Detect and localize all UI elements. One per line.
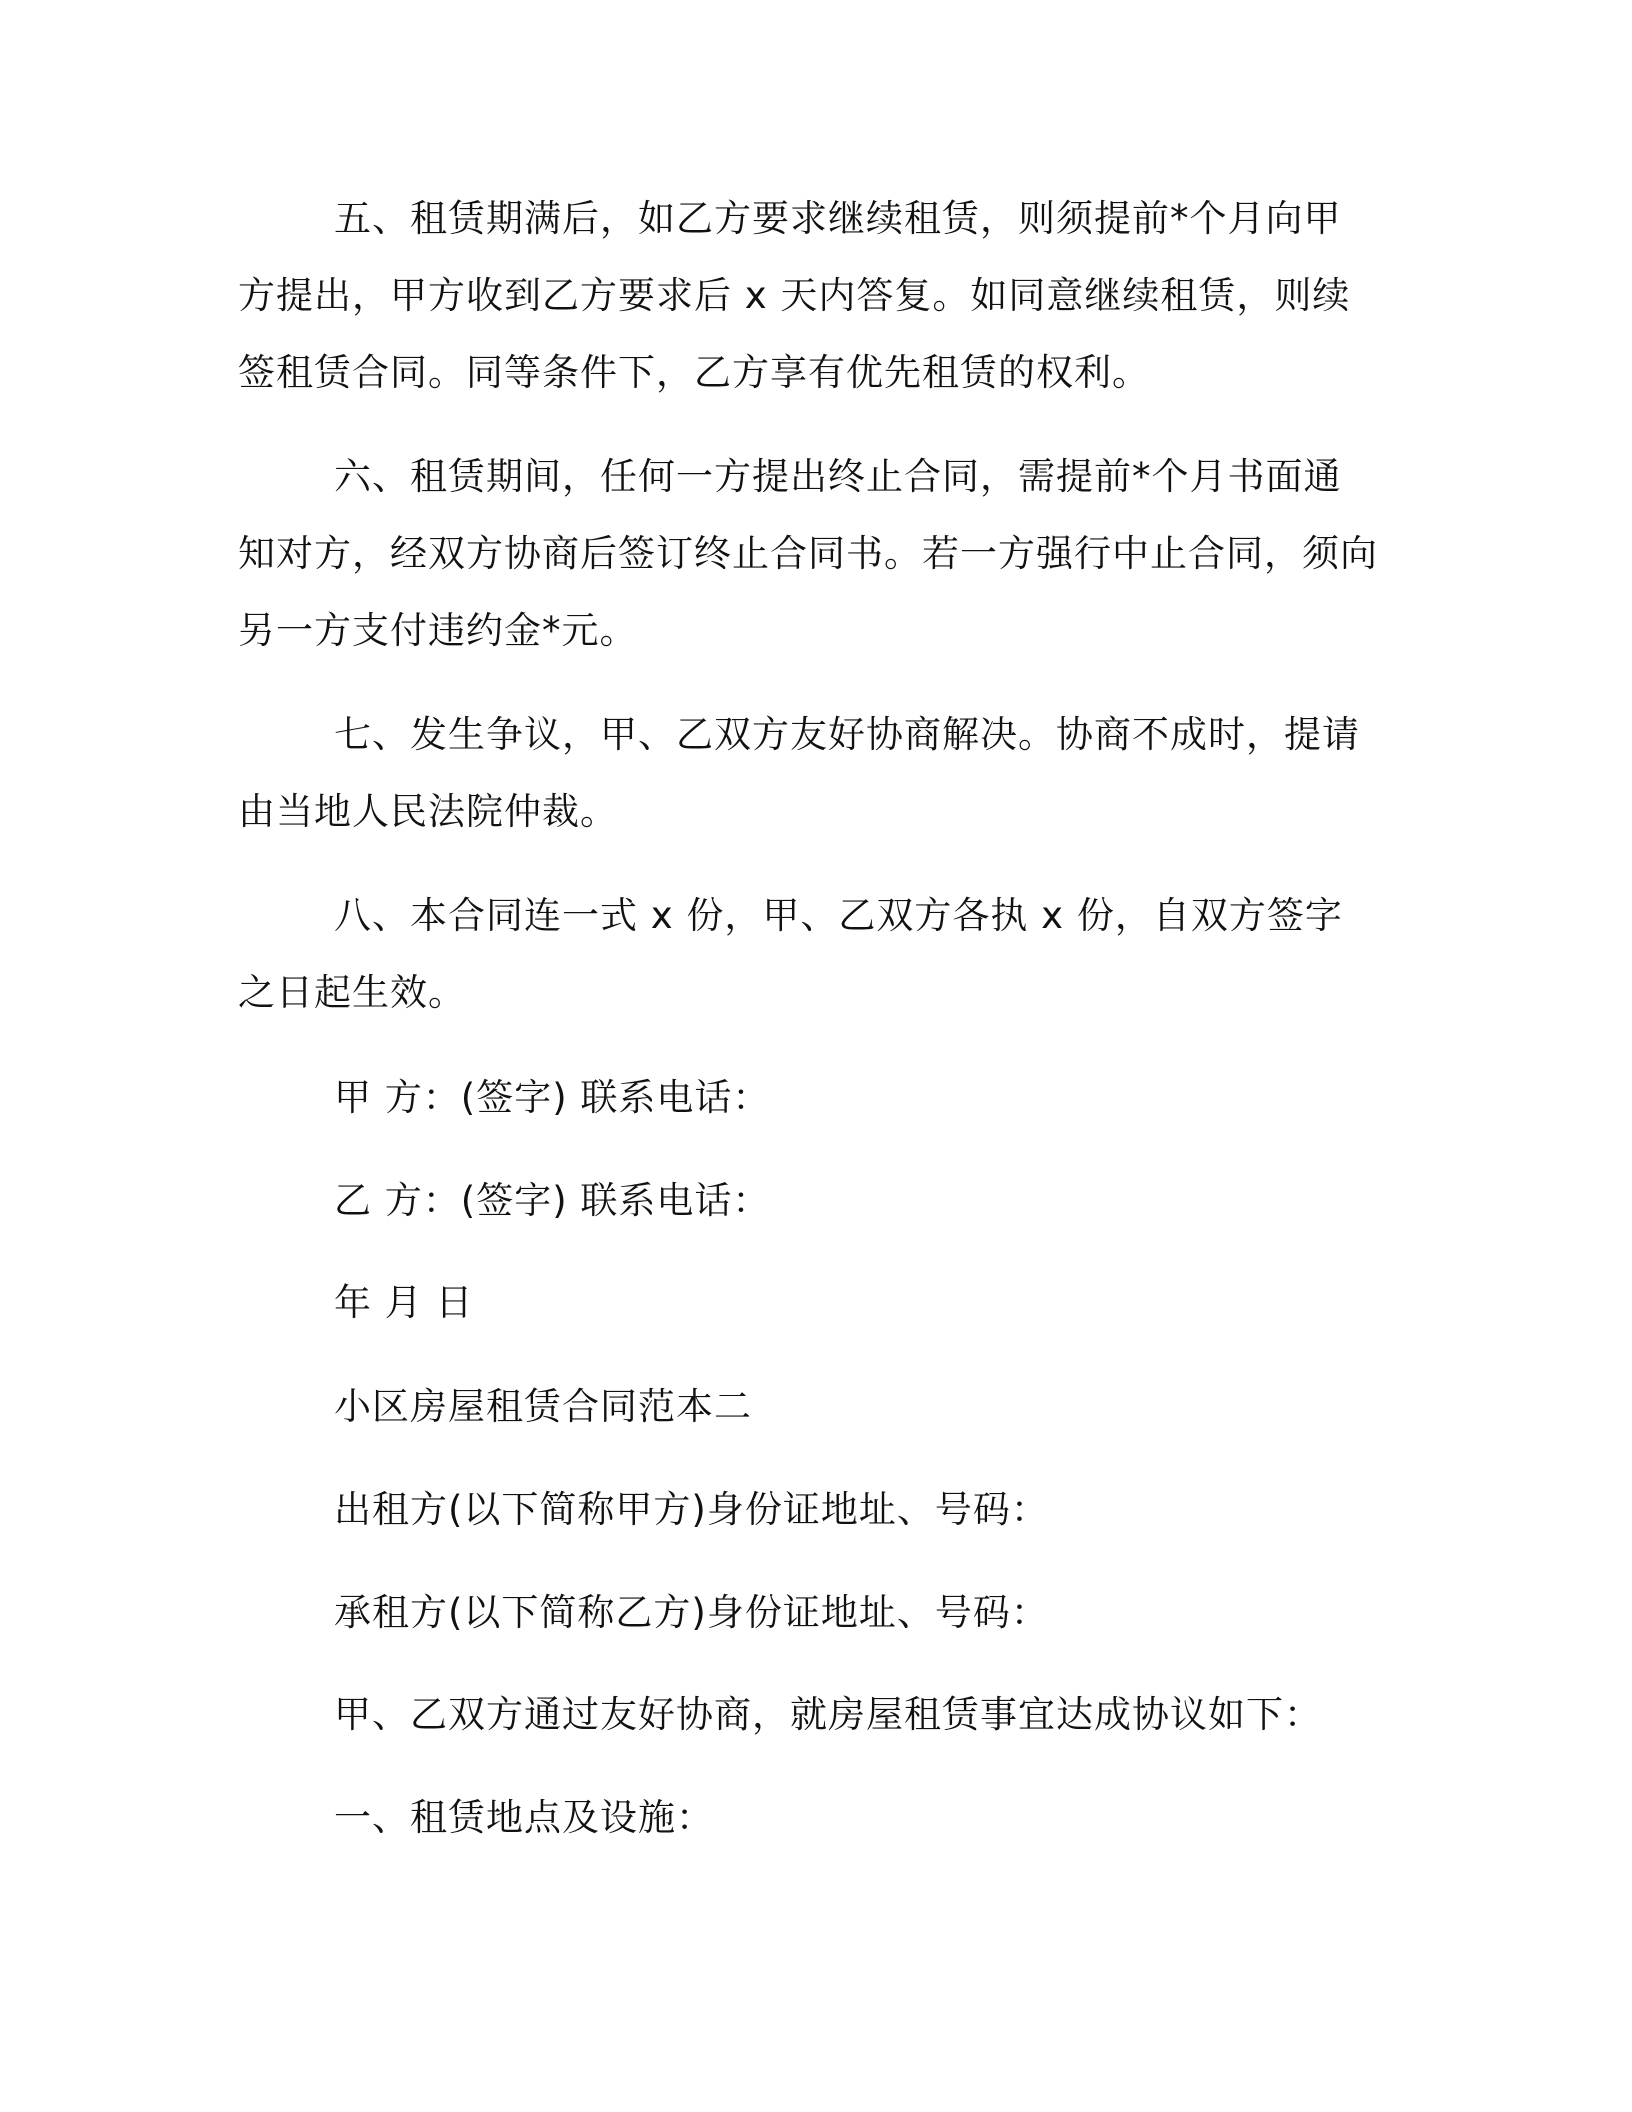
party-a-signature-line: 甲 方：(签字) 联系电话： [334, 1076, 771, 1119]
agreement-intro-line: 甲、乙双方通过友好协商，就房屋租赁事宜达成协议如下： [334, 1693, 1322, 1736]
clause-6-paragraph: 六、租赁期间，任何一方提出终止合同，需提前*个月书面通知对方，经双方协商后签订终止合同书。若一方强行中止合同，须向另一方支付违约金*元。 [238, 455, 1378, 652]
party-b-signature-line: 乙 方：(签字) 联系电话： [334, 1179, 771, 1222]
template-2-title: 小区房屋租赁合同范本二 [334, 1385, 752, 1428]
lessor-id-line: 出租方(以下简称甲方)身份证地址、号码： [334, 1488, 1049, 1531]
date-line: 年 月 日 [334, 1281, 474, 1324]
clause-8-paragraph: 八、本合同连一式 x 份，甲、乙双方各执 x 份，自双方签字之日起生效。 [238, 894, 1343, 1014]
item-1-heading: 一、租赁地点及设施： [334, 1796, 714, 1839]
clause-7-paragraph: 七、发生争议，甲、乙双方友好协商解决。协商不成时，提请由当地人民法院仲裁。 [238, 713, 1360, 833]
lessee-id-line: 承租方(以下简称乙方)身份证地址、号码： [334, 1591, 1049, 1634]
clause-5-paragraph: 五、租赁期满后，如乙方要求继续租赁，则须提前*个月向甲方提出，甲方收到乙方要求后 x 天内答复。如同意继续租赁，则续签租赁合同。同等条件下，乙方享有优先租赁的权利。 [238, 197, 1351, 394]
